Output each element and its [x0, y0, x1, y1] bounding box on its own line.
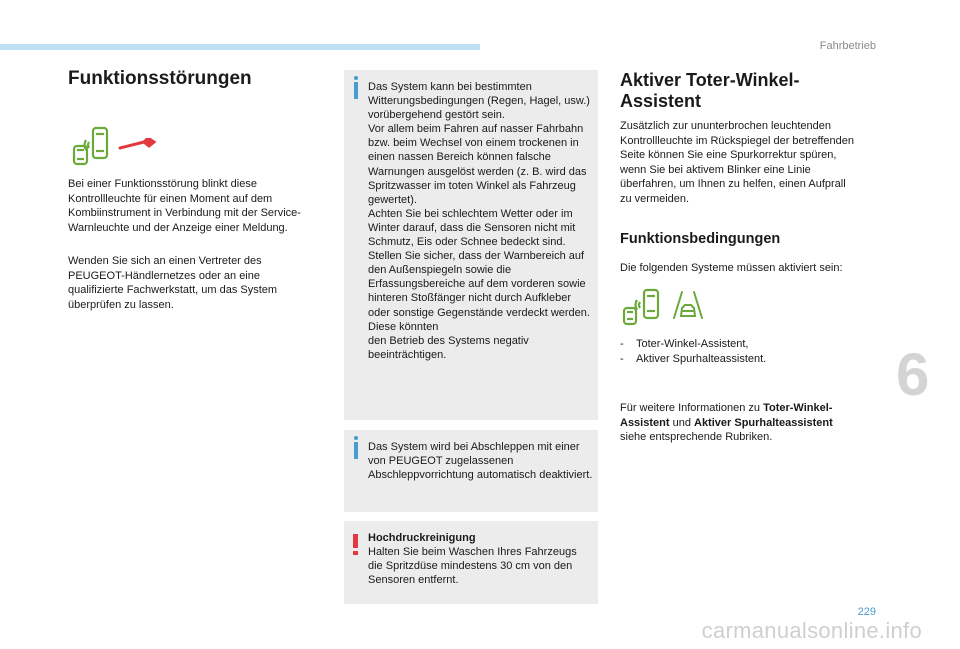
- conditions-intro: Die folgenden Systeme müssen aktiviert sein:: [620, 262, 843, 274]
- operating-conditions-heading-wrap: [620, 231, 860, 247]
- malfunction-paragraph-2: Wenden Sie sich an einen Vertreter des PEUGEOT-Händlernetzes oder an eine qualifizierte Fachwerkstatt, um das System überprüfen zu lassen.: [68, 255, 278, 311]
- warning-icon: [353, 534, 358, 548]
- malfunction-paragraph-1: Bei einer Funktionsstörung blinkt diese Kontrollleuchte für einen Moment auf dem Kombiinstrument in Verbindung mit der Service-Warnleuchte und der Anzeige einer Meldung.: [68, 178, 301, 234]
- active-blind-spot-title: Aktiver Toter-Winkel-Assistent: [620, 70, 800, 111]
- required-systems-list: [620, 337, 860, 366]
- top-accent-bar: [0, 44, 480, 50]
- blind-spot-icon: [622, 288, 664, 326]
- info-box-towing-text: Das System wird bei Abschleppen mit einer von PEUGEOT zugelassenen Abschleppvorrichtung automatisch deaktiviert.: [368, 441, 593, 482]
- watermark: carmanualsonline.info: [701, 618, 922, 643]
- link-lane-keeping-assistant[interactable]: Aktiver Spurhalteassistent: [694, 416, 833, 429]
- warning-box-content: [368, 531, 594, 587]
- active-blind-spot-section: [620, 70, 860, 112]
- operating-conditions-title: Funktionsbedingungen: [620, 231, 781, 247]
- info-box-weather-text: Das System kann bei bestimmten Witterungsbedingungen (Regen, Hagel, usw.) vorübergehend gestört sein. Vor allem beim Fahren auf nasser Fahrbahn bzw. beim Wechsel von einem trockenen in einen nassen Bereich können falsche Warnungen ausgelöst werden (z. B. wird das Spritzwasser im toten Winkel als Fahrzeug gewertet). Achten Sie bei schlechtem Wetter oder im Winter darauf, dass die Sensoren nicht mit Schmutz, Eis oder Schnee bedeckt sind. Stellen Sie sicher, dass der Warnbereich auf den Außenspiegeln sowie die Erfassungsbereiche auf dem vorderen sowie hinteren Stoßfänger nicht durch Aufkleber oder sonstige Gegenstände verdeckt werden. Diese könnten den Betrieb des Systems negativ beeinträchtigen.: [368, 81, 590, 361]
- list-item: - Toter-Winkel-Assistent,: [620, 338, 749, 350]
- chapter-number: 6: [896, 341, 930, 408]
- link-blind-spot-assistant[interactable]: Toter-Winkel-Assistent: [620, 402, 833, 429]
- page-number: 229: [857, 606, 876, 618]
- section-label: Fahrbetrieb: [819, 40, 876, 52]
- malfunctions-section: [68, 68, 313, 90]
- info-box-weather: [344, 70, 598, 420]
- warning-title: Hochdruckreinigung: [368, 532, 476, 544]
- info-box-towing: [344, 430, 598, 512]
- lane-keeping-icon: [672, 290, 704, 320]
- wrench-icon: [118, 138, 156, 152]
- warning-text: Halten Sie beim Waschen Ihres Fahrzeugs die Spritzdüse mindestens 30 cm von den Sensoren entfernt.: [368, 546, 577, 587]
- active-blind-spot-intro: Zusätzlich zur ununterbrochen leuchtenden Kontrollleuchte im Rückspiegel der betreffenden Seite können Sie eine Spurkorrektur spüren, wenn Sie bei aktivem Blinker eine Linie überfahren, um Ihnen zu helfen, einen Aufprall zu vermeiden.: [620, 120, 854, 205]
- list-item: - Aktiver Spurhalteassistent.: [620, 352, 767, 365]
- malfunctions-title: Funktionsstörungen: [68, 68, 252, 89]
- info-icon: [354, 82, 358, 99]
- info-icon: [354, 442, 358, 459]
- more-info-paragraph: Für weitere Informationen zu Toter-Winkel-Assistent und Aktiver Spurhalteassistent siehe entsprechende Rubriken.: [620, 402, 833, 443]
- warning-box-pressure-washing: [344, 521, 598, 604]
